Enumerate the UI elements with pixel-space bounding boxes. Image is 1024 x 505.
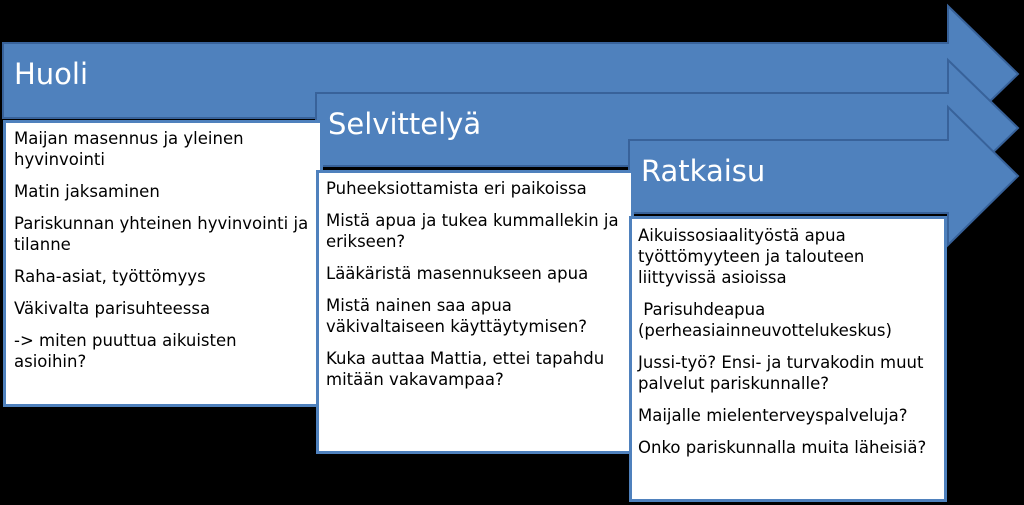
stage-title-ratkaisu: Ratkaisu — [641, 154, 766, 188]
list-item: Puheeksiottamista eri paikoissa — [326, 179, 587, 198]
list-item: Parisuhdeapua (perheasiainneuvottelukeskus) — [638, 300, 892, 340]
stage-title-huoli: Huoli — [14, 57, 89, 91]
stage-title-selvittelya: Selvittelyä — [328, 107, 482, 141]
list-item: Matin jaksaminen — [14, 182, 160, 201]
list-item: Jussi-työ? Ensi- ja turvakodin muut palvelut pariskunnalle? — [638, 353, 924, 393]
list-item: Onko pariskunnalla muita läheisiä? — [638, 438, 927, 457]
stage-box-huoli — [3, 120, 323, 407]
list-item: Maijalle mielenterveyspalveluja? — [638, 406, 908, 425]
list-item: Lääkäristä masennukseen apua — [326, 264, 589, 283]
list-item: Pariskunnan yhteinen hyvinvointi ja tilanne — [14, 214, 309, 254]
list-item: Väkivalta parisuhteessa — [14, 299, 211, 318]
stage-box-ratkaisu — [629, 216, 947, 502]
list-item: Aikuissosiaalityöstä apua työttömyyteen ja talouteen liittyvissä asioissa — [638, 226, 865, 287]
list-item: Kuka auttaa Mattia, ettei tapahdu mitään vakavampaa? — [326, 349, 605, 389]
list-item: Raha-asiat, työttömyys — [14, 267, 206, 286]
list-item: Mistä nainen saa apua väkivaltaiseen käyttäytymisen? — [326, 296, 588, 336]
stage-box-selvittelya — [316, 170, 634, 454]
list-item: Mistä apua ja tukea kummallekin ja erikseen? — [326, 211, 619, 251]
list-item: Maijan masennus ja yleinen hyvinvointi — [14, 129, 244, 169]
list-item: -> miten puuttua aikuisten asioihin? — [14, 331, 237, 371]
